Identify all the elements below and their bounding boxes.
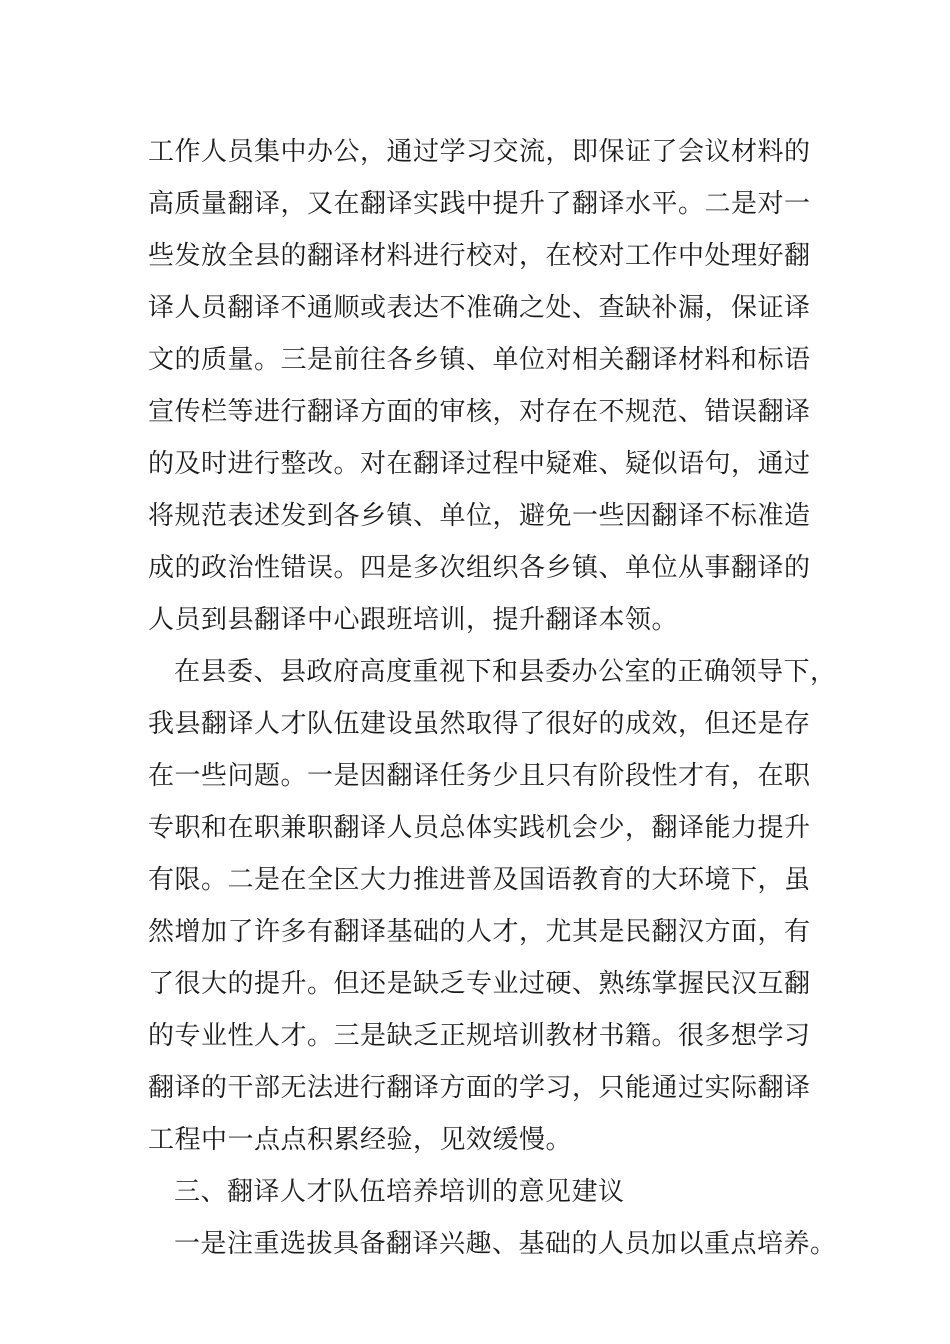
text-line: 翻译的干部无法进行翻译方面的学习，只能通过实际翻译 [148,1073,811,1103]
text-line: 专职和在职兼职翻译人员总体实践机会少，翻译能力提升 [148,813,811,843]
text-line: 译人员翻译不通顺或表达不准确之处、查缺补漏，保证译 [148,293,811,323]
text-line: 成的政治性错误。四是多次组织各乡镇、单位从事翻译的 [148,553,811,583]
text-line: 的专业性人才。三是缺乏正规培训教材书籍。很多想学习 [148,1021,811,1051]
section-heading: 三、翻译人才队伍培养培训的意见建议 [174,1177,625,1207]
text-line: 的及时进行整改。对在翻译过程中疑难、疑似语句，通过 [148,449,811,479]
text-line: 人员到县翻译中心跟班培训，提升翻译本领。 [148,605,679,635]
text-line: 在一些问题。一是因翻译任务少且只有阶段性才有，在职 [148,761,811,791]
text-line: 了很大的提升。但还是缺乏专业过硬、熟练掌握民汉互翻 [148,969,811,999]
text-line: 工程中一点点积累经验，见效缓慢。 [148,1125,573,1155]
text-line: 些发放全县的翻译材料进行校对，在校对工作中处理好翻 [148,241,811,271]
text-line: 高质量翻译，又在翻译实践中提升了翻译水平。二是对一 [148,189,811,219]
text-line: 工作人员集中办公，通过学习交流，即保证了会议材料的 [148,137,811,167]
text-line: 有限。二是在全区大力推进普及国语教育的大环境下，虽 [148,865,811,895]
paragraph-start-line: 一是注重选拔具备翻译兴趣、基础的人员加以重点培养。 [174,1229,837,1259]
text-line: 将规范表述发到各乡镇、单位，避免一些因翻译不标准造 [148,501,811,531]
text-line: 文的质量。三是前往各乡镇、单位对相关翻译材料和标语 [148,345,811,375]
text-line: 我县翻译人才队伍建设虽然取得了很好的成效，但还是存 [148,709,811,739]
text-line: 然增加了许多有翻译基础的人才，尤其是民翻汉方面，有 [148,917,811,947]
paragraph-start-line: 在县委、县政府高度重视下和县委办公室的正确领导下， [174,657,837,687]
text-line: 宣传栏等进行翻译方面的审核，对存在不规范、错误翻译 [148,397,811,427]
